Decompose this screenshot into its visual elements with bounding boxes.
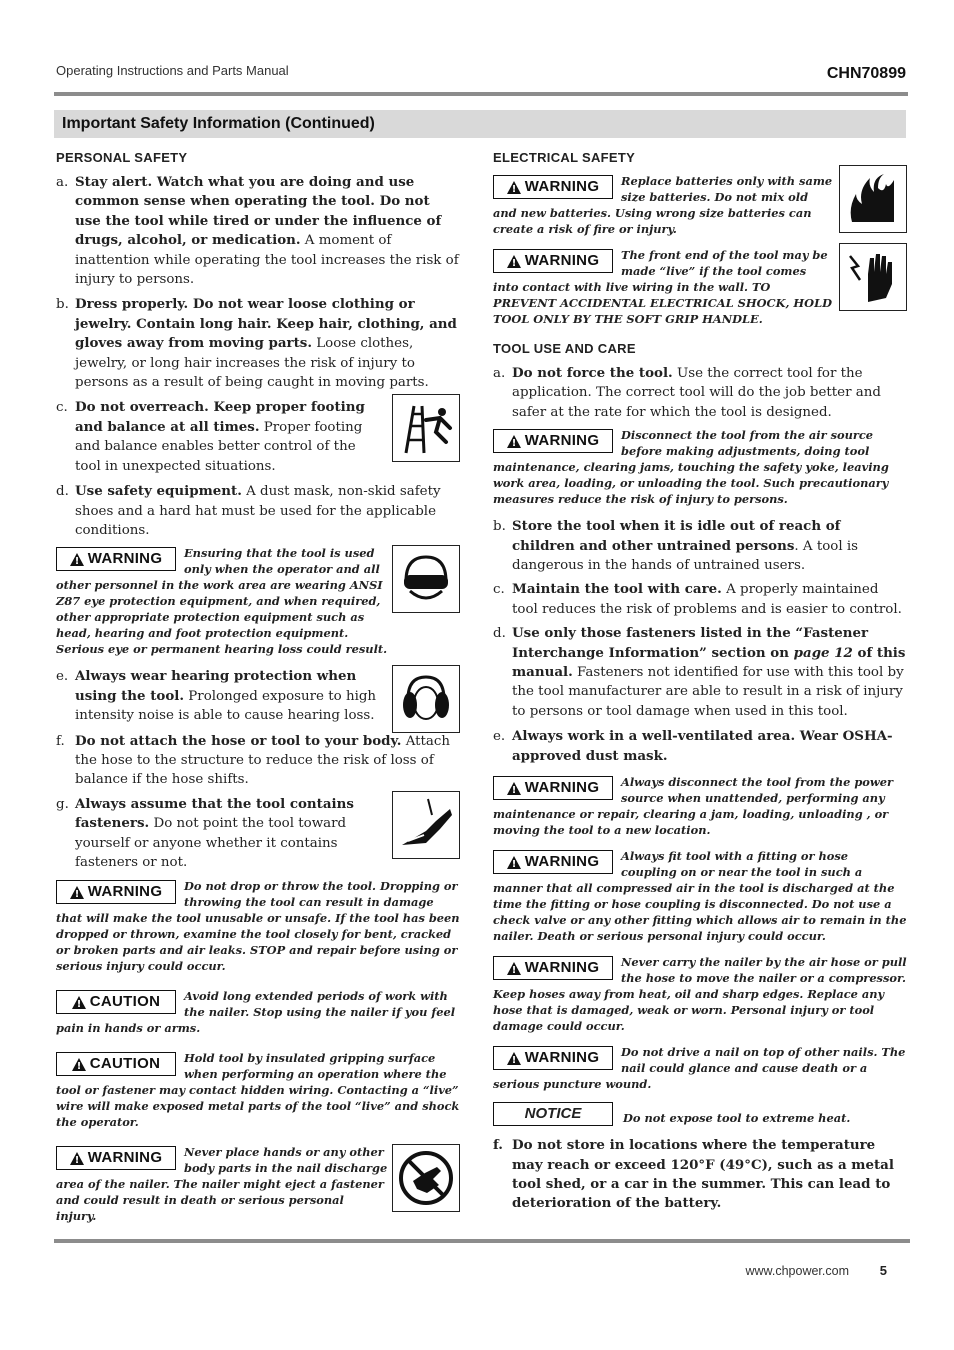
warning-batteries: ! WARNING Replace batteries only with same size batteries. Do not mix old and new batteries. Using wrong size batteries can create a risk of fire or injury.	[493, 173, 907, 237]
alert-triangle-icon	[70, 886, 84, 899]
warning-eye-protection: ! WARNING Ensuring that the tool is used only when the operator and all other personnel in the work area are wearing ANSI Z87 eye protection equipment, and when required, other appropriate protection equipment such as head, hearing and foot protection equipment. Serious eye or permanent hearing loss could result.	[56, 545, 460, 657]
list-item: b. Store the tool when it is idle out of reach of children and other untrained persons. A tool is dangerous in the hands of untrained users.	[493, 518, 859, 574]
alert-triangle-icon	[507, 435, 521, 448]
tool-use-heading: TOOL USE AND CARE	[493, 341, 636, 356]
hearing-protection-icon	[392, 665, 460, 733]
nail-gun-hand-icon	[392, 791, 460, 859]
personal-safety-heading: PERSONAL SAFETY	[56, 150, 188, 165]
warning-live-wiring: ! WARNING The front end of the tool may be made “live” if the tool comes into contact with live wiring in the wall. TO PREVENT ACCIDENTAL ELECTRICAL SHOCK, HOLD TOOL ONLY BY THE SOFT GRIP HANDLE.	[493, 247, 907, 327]
left-column	[56, 148, 460, 1234]
warning-carry-hose: ! WARNING Never carry the nailer by the air hose or pull the hose to move the nailer or a compressor. Keep hoses away from heat, oil and sharp edges. Replace any hose that is damaged, weak or worn. Personal injury or tool damage could occur.	[493, 954, 907, 1034]
list-item: d. Use safety equipment. A dust mask, non-skid safety shoes and a hard hat must be used for the applicable conditions.	[56, 483, 441, 538]
warning-badge: ! WARNING	[493, 429, 613, 453]
alert-triangle-icon	[507, 782, 521, 795]
list-item: g. Always assume that the tool contains fasteners. Do not point the tool toward yourself or anyone whether it contains fasteners or not.	[56, 795, 460, 873]
caution-badge: ! CAUTION	[56, 990, 176, 1014]
model-number: CHN70899	[826, 65, 906, 82]
warning-badge: ! WARNING	[493, 850, 613, 874]
fire-icon	[839, 165, 907, 233]
manual-title: Operating Instructions and Parts Manual	[56, 63, 289, 78]
warning-unattended: ! WARNING Always disconnect the tool from the power source when unattended, performing any maintenance or repair, clearing a jam, loading, unloading , or moving the tool to a new location.	[493, 774, 907, 838]
warning-badge: ! WARNING	[56, 880, 176, 904]
list-item: a. Stay alert. Watch what you are doing and use common sense when operating the tool. Do not use the tool while tired or under the influence of drugs, alcohol, or medication. A moment of inattention while operating the tool increases the risk of injury to persons.	[56, 174, 459, 288]
footer-url[interactable]: www.chpower.com	[745, 1264, 849, 1278]
warning-badge: ! WARNING	[56, 547, 176, 571]
ladder-fall-icon	[392, 394, 460, 462]
notice-badge: NOTICE	[493, 1102, 613, 1126]
list-item: d. Use only those fasteners listed in the “Fastener Interchange Information” section on page 12 of this manual. Fasteners not identified for use with this tool by the tool manufacturer are able to result in a risk of injury to persons or tool damage when used in this tool.	[493, 625, 906, 719]
list-item: c. Maintain the tool with care. A properly maintained tool reduces the risk of problems and is easier to control.	[493, 581, 902, 617]
warning-drop-tool: ! WARNING Do not drop or throw the tool. Dropping or throwing the tool can result in damage that will make the tool unusable or unsafe. If the tool has been dropped or thrown, examine the tool closely for bent, cracked or broken parts and air leaks. STOP and repair before using or serious injury could occur.	[56, 878, 460, 974]
warning-disconnect-air: ! WARNING Disconnect the tool from the air source before making adjustments, doing tool maintenance, clearing jams, touching the safety yoke, leaving work area, loading, or unloading the tool. Such precautionary measures reduce the risk of injury to persons.	[493, 427, 907, 507]
warning-badge: ! WARNING	[493, 175, 613, 199]
footer-rule	[54, 1239, 910, 1243]
warning-badge: ! WARNING	[493, 249, 613, 273]
warning-badge: ! WARNING	[493, 776, 613, 800]
header-rule	[54, 92, 908, 96]
alert-triangle-icon	[507, 1052, 521, 1065]
list-item: b. Dress properly. Do not wear loose clothing or jewelry. Contain long hair. Keep hair, clothing, and gloves away from moving parts. Loose clothes, jewelry, or long hair increases the risk of injury to persons as a result of being caught in moving parts.	[56, 296, 457, 391]
section-title-bar	[54, 110, 906, 138]
page-number: 5	[879, 1263, 887, 1278]
notice-extreme-heat: NOTICE Do not expose tool to extreme heat.	[493, 1102, 907, 1126]
warning-badge: ! WARNING	[493, 956, 613, 980]
list-item: e. Always work in a well-ventilated area. Wear OSHA-approved dust mask.	[493, 728, 893, 764]
alert-triangle-icon	[507, 255, 521, 268]
caution-long-periods: ! CAUTION Avoid long extended periods of work with the nailer. Stop using the nailer if you feel pain in hands or arms.	[56, 988, 460, 1036]
alert-triangle-icon	[507, 962, 521, 975]
warning-badge: ! WARNING	[493, 1046, 613, 1070]
right-column	[493, 148, 907, 1219]
warning-badge: ! WARNING	[56, 1146, 176, 1170]
warning-hose-coupling: ! WARNING Always fit tool with a fitting or hose coupling on or near the tool in such a manner that all compressed air in the tool is discharged at the time the fitting or hose coupling is disconnected. Do not use a check valve or any other fitting which allows air to remain in the nailer. Death or serious personal injury could occur.	[493, 848, 907, 944]
electrical-safety-heading: ELECTRICAL SAFETY	[493, 150, 636, 165]
list-item: e. Always wear hearing protection when using the tool. Prolonged exposure to high intensity noise is able to cause hearing loss.	[56, 667, 460, 725]
caution-insulated-grip: ! CAUTION Hold tool by insulated gripping surface when performing an operation where the tool or fastener may contact hidden wiring. Contacting a “live” wire will make exposed metal parts of the tool “live” and shock the operator.	[56, 1050, 460, 1130]
list-item: f. Do not attach the hose or tool to your body. Attach the hose to the structure to reduce the risk of loss of balance if the hose shifts.	[56, 732, 450, 788]
section-title: Important Safety Information (Continued)	[62, 115, 375, 132]
alert-triangle-icon	[70, 1152, 84, 1165]
warning-hands-discharge: ! WARNING Never place hands or any other body parts in the nail discharge area of the nailer. The nailer might eject a fastener and could result in death or serious personal injury.	[56, 1144, 460, 1224]
alert-triangle-icon	[70, 553, 84, 566]
no-hands-icon	[392, 1144, 460, 1212]
list-item: f. Do not store in locations where the temperature may reach or exceed 120°F (49°C), such as a metal tool shed, or a car in the summer. This can lead to deterioration of the battery.	[493, 1137, 894, 1212]
list-item: a. Do not force the tool. Use the correct tool for the application. The correct tool will do the job better and safer at the rate for which the tool is designed.	[493, 365, 881, 420]
list-item: c. Do not overreach. Keep proper footing and balance at all times. Proper footing and balance enables better control of the tool in unexpected situations.	[56, 398, 460, 476]
safety-goggles-icon	[392, 545, 460, 613]
caution-badge: ! CAUTION	[56, 1052, 176, 1076]
warning-nail-on-nail: ! WARNING Do not drive a nail on top of other nails. The nail could glance and cause death or a serious puncture wound.	[493, 1044, 907, 1092]
alert-triangle-icon	[72, 1058, 86, 1071]
alert-triangle-icon	[72, 996, 86, 1009]
alert-triangle-icon	[507, 856, 521, 869]
alert-triangle-icon	[507, 181, 521, 194]
electric-shock-hand-icon	[839, 243, 907, 311]
